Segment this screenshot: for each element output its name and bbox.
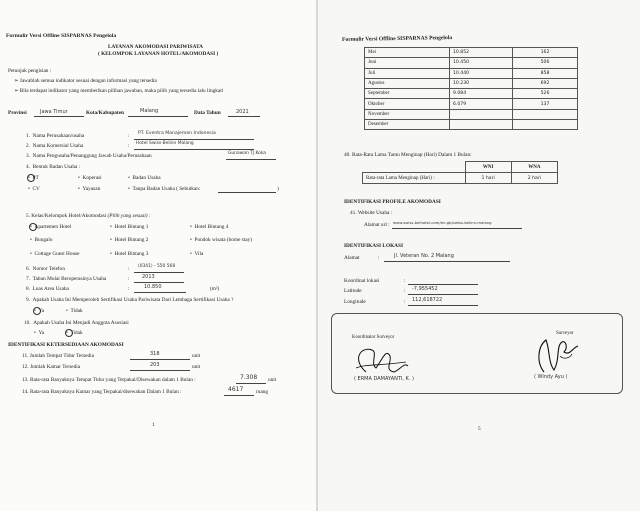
field-line — [130, 370, 190, 371]
field-7: 7. Tahun Mulai Beroperasinya Usaha — [26, 276, 107, 282]
koordinator-label: Koordinator Surveyor — [352, 335, 395, 340]
colon: : — [128, 143, 130, 149]
kelas-option[interactable]: • Pondok wisata (home stay) — [190, 237, 253, 243]
colon: : — [128, 266, 130, 272]
tahun-value: 2021 — [236, 109, 249, 115]
url-value: www.swiss-belhotel.com/en-gb/swiss-belinn-malang — [393, 220, 492, 225]
kota-line — [128, 116, 188, 117]
field-line — [134, 292, 186, 293]
table-row: Rata-rata Lama Menginap (Hari) : 1 hari 2 hari — [363, 173, 558, 184]
field-2: 2. Nama Komersial Usaha — [26, 143, 84, 149]
petunjuk-item: ➢ Bila terdapat indikator yang memberikan pilihan jawaban, maka pilih yang tersedia lalu lingkari — [14, 88, 224, 94]
stay-table — [362, 161, 558, 184]
surveyor-name: ( Windy Ayu ) — [534, 374, 568, 380]
f10-ya[interactable]: • Ya — [34, 330, 45, 336]
paren: ) — [277, 186, 279, 192]
field-line — [224, 395, 254, 396]
f10-tidak[interactable]: • Tidak — [66, 330, 83, 336]
latitude-line — [408, 294, 478, 295]
field-12: 12. Jumlah Kamar Tersedia — [22, 364, 81, 370]
field-6-value: (0341) - 550 568 — [138, 264, 176, 269]
field-13: 13. Rata-rata Banyaknya Tempat Tidur yang Terpakai/Disewakan dalam 1 Bulan : — [22, 377, 196, 383]
field-1-value: PT. Eventra Manajemen Indonesia — [138, 131, 216, 136]
field-3: 3. Nama Pengusaha/Penanggung Jawab Usaha/Perusahaan — [26, 153, 152, 159]
kota-value: Malang — [140, 108, 159, 114]
form-header-right: Formulir Versi Offline SISPARNAS Pengelola — [341, 35, 453, 43]
provinsi-value: Jawa Timur — [40, 109, 68, 115]
field-10: 10. Apakah Usaha Ini Menjadi Anggota Asosiasi — [24, 320, 129, 326]
url-label: Alamat url : — [364, 222, 390, 228]
field-3-value: Gunawan TJ Koka — [228, 151, 266, 156]
field-line — [134, 272, 184, 273]
field-14: 14. Rata-rata Banyaknya Kamar yang Terpakai/disewakan Dalam 1 Bulan : — [22, 389, 182, 395]
field-11-value: 318 — [150, 351, 160, 357]
tahun-line — [228, 116, 260, 117]
field-4: 4. Bentuk Badan Usaha : — [26, 164, 81, 170]
kelas-option[interactable]: • Hotel Bintang 2 — [110, 237, 149, 243]
alamat-line — [384, 261, 510, 262]
provinsi-label: Provinsi — [8, 110, 27, 116]
kota-label: Kota/Kabupaten — [86, 110, 124, 116]
field-6: 6. Nomor Telefon — [26, 266, 65, 272]
monthly-table — [364, 47, 578, 130]
table-row: WNI WNA — [363, 162, 558, 173]
colon: : — [378, 255, 380, 261]
lokasi-heading: IDENTIFIKASI LOKASI — [344, 243, 404, 249]
kelas-option[interactable]: • Apartemen Hotel — [30, 224, 72, 230]
longitude-line — [408, 305, 478, 306]
surveyor-label: Surveyor — [556, 331, 574, 336]
field-1: 1. Nama Perusahaan/usaha — [26, 133, 85, 139]
table-row: November — [365, 109, 578, 119]
latitude-label: Latitude — [344, 288, 362, 294]
alamat-value: Jl. Veteran No. 2 Malang — [394, 253, 454, 259]
field-line — [236, 383, 266, 384]
koordinat-line — [408, 284, 478, 285]
page-number: 1 — [152, 422, 155, 428]
field-line — [134, 282, 184, 283]
badan-option[interactable]: • Tanpa Badan Usaha ( Sebutkan: — [128, 186, 201, 192]
colon: : — [128, 133, 130, 139]
field-line — [134, 139, 254, 140]
field-12-value: 203 — [150, 362, 160, 368]
kelas-option[interactable]: • Hotel Bintang 3 — [110, 251, 149, 257]
tahun-label: Data Tahun — [194, 110, 221, 116]
q41-label: 41. Website Usaha : — [350, 210, 393, 216]
table-row: Oktober 6.079 137 — [365, 99, 578, 109]
field-14-unit: ruang — [256, 389, 269, 395]
kelas-option[interactable]: • Vila — [190, 251, 204, 257]
table-row: Agustus 10.230 692 — [365, 78, 578, 88]
field-line — [226, 159, 276, 160]
field-12-unit: unit — [192, 364, 201, 370]
longitude-label: Longitude — [344, 299, 366, 305]
koordinat-label: Koordinat lokasi — [344, 278, 380, 284]
form-title: LAYANAN AKOMODASI PARIWISATA — [108, 44, 203, 50]
f9-tidak[interactable]: • Tidak — [66, 308, 83, 314]
provinsi-line — [34, 116, 84, 117]
longitude-value: 112,618722 — [412, 297, 443, 303]
colon: : — [404, 278, 406, 284]
sebutkan-line — [218, 192, 276, 193]
surveyor-signature — [526, 336, 586, 376]
colon: : — [404, 288, 406, 294]
koordinator-name: ( ERMA DAMAYANTI, K. ) — [354, 376, 414, 382]
page-left — [0, 0, 316, 511]
table-row: Juli 10.440 858 — [365, 68, 578, 78]
badan-option[interactable]: • PT — [28, 175, 39, 181]
field-line — [134, 149, 254, 150]
q40-label: 40. Rata-Rata Lama Tamu Menginap (Hari) Dalam 1 Bulan: — [344, 152, 472, 158]
kelas-option[interactable]: • Hotel Bintang 4 — [190, 224, 229, 230]
kelas-label: 5. Kelas/Kelompok Hotel/Akomodasi (Pilih yang sesuai) : — [26, 213, 151, 219]
kelas-option[interactable]: • Cottage Guest House — [30, 251, 80, 257]
koordinator-signature — [346, 342, 416, 378]
form-subtitle: ( KELOMPOK LAYANAN HOTEL/AKOMODASI ) — [98, 51, 219, 57]
field-13-value: 7.308 — [240, 374, 258, 381]
alamat-label: Alamat — [344, 255, 360, 261]
ketersediaan-heading: IDENTIFIKASI KETERSEDIAAN AKOMODASI — [8, 342, 124, 348]
table-row: Juni 10.450 506 — [365, 58, 578, 68]
badan-option[interactable]: • Badan Usaha — [128, 175, 161, 181]
profil-heading: IDENTIFIKASI PROFILE AKOMODASI — [344, 199, 441, 205]
badan-option[interactable]: • CV — [28, 186, 40, 192]
colon: : — [404, 299, 406, 305]
colon: : — [128, 276, 130, 282]
table-row: Desember — [365, 120, 578, 130]
kelas-option[interactable]: • Bungalo — [30, 237, 53, 243]
badan-option[interactable]: • Koperasi — [78, 175, 102, 181]
petunjuk-item: ➢ Jawablah semua indikator sesuai dengan informasi yang tersedia — [14, 78, 157, 84]
page-number: 5 — [478, 426, 481, 432]
table-row: September 9.084 526 — [365, 89, 578, 99]
kelas-option[interactable]: • Hotel Bintang 1 — [110, 224, 149, 230]
petunjuk-label: Petunjuk pengisian : — [8, 68, 52, 74]
field-2-value: Hotel Swiss-Belinn Malang — [136, 141, 194, 146]
field-8-value: 10.850 — [144, 284, 162, 290]
latitude-value: -7,955452 — [412, 286, 438, 292]
field-13-unit: unit — [268, 377, 277, 383]
field-14-value: 4617 — [228, 386, 244, 393]
field-8: 8. Luas Area Usaha — [26, 286, 69, 292]
f9-ya[interactable]: • Ya — [34, 308, 45, 314]
field-7-value: 2013 — [142, 274, 155, 280]
badan-option[interactable]: • Yayasan — [78, 186, 101, 192]
form-header: Formulir Versi Offline SISPARNAS Pengelola — [6, 33, 117, 39]
field-9: 9. Apakah Usaha Ini Memperoleh Sertifikasi Usaha Pariwisata Dari Lembaga Sertifikasi Usaha ? — [26, 297, 234, 303]
field-line — [130, 359, 190, 360]
field-11-unit: unit — [192, 353, 201, 359]
field-8-unit: (m²) — [210, 286, 220, 292]
field-11: 11. Jumlah Tempat Tidur Tersedia — [22, 353, 94, 359]
table-row: Mei 10.852 162 — [365, 48, 578, 58]
url-line — [392, 228, 522, 229]
colon: : — [128, 286, 130, 292]
